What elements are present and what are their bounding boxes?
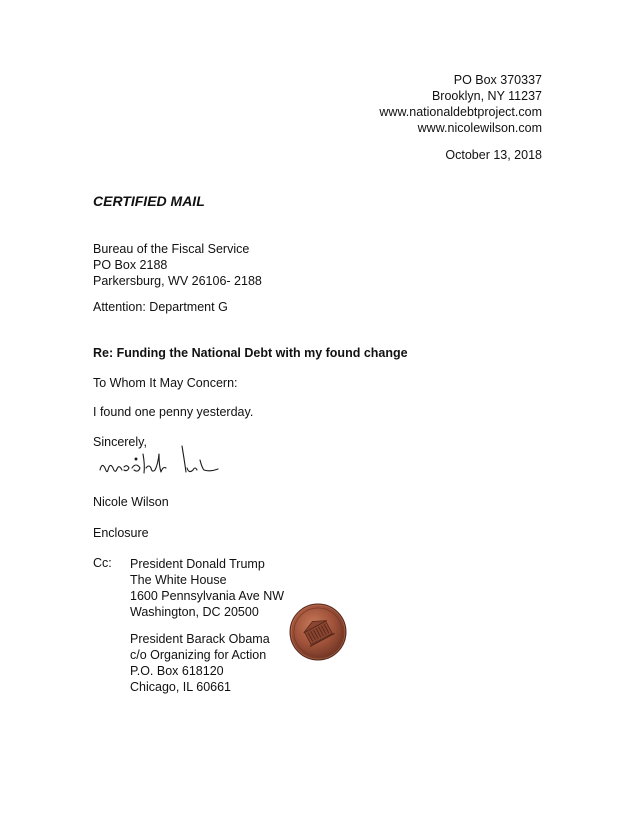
cc-recipient [130,556,284,620]
enclosure-note: Enclosure [93,526,149,540]
letter-date: October 13, 2018 [445,148,542,162]
attention-line: Attention: Department G [93,300,228,314]
cc-recipient-line: P.O. Box 618120 [130,664,224,678]
recipient-line: Parkersburg, WV 26106- 2188 [93,274,262,288]
return-address-line: PO Box 370337 [453,73,542,87]
salutation: To Whom It May Concern: [93,376,238,390]
cc-recipient-line: 1600 Pennsylvania Ave NW [130,589,285,603]
return-address-line: Brooklyn, NY 11237 [431,89,542,103]
letter-body: I found one penny yesterday. [93,405,254,419]
cc-recipient-line: Washington, DC 20500 [130,605,259,619]
website-link: www.nationaldebtproject.com [379,105,542,119]
certified-mail-heading: CERTIFIED MAIL [93,193,205,209]
cc-recipient-line: President Donald Trump [130,557,265,571]
cc-label: Cc: [93,556,112,570]
cc-recipient [130,631,270,695]
penny-coin-image [288,602,348,662]
recipient-line: PO Box 2188 [93,258,168,272]
signer-name: Nicole Wilson [93,495,169,509]
website-link: www.nicolewilson.com [417,121,542,135]
signature-image [96,440,246,484]
recipient-address [93,241,262,289]
subject-line: Re: Funding the National Debt with my found change [93,346,408,360]
cc-recipient-line: Chicago, IL 60661 [130,680,232,694]
closing: Sincerely, [93,435,147,449]
cc-recipient-line: The White House [130,573,227,587]
recipient-line: Bureau of the Fiscal Service [93,242,250,256]
cc-recipient-line: c/o Organizing for Action [130,648,267,662]
return-address [379,72,542,136]
cc-recipient-line: President Barack Obama [130,632,270,646]
